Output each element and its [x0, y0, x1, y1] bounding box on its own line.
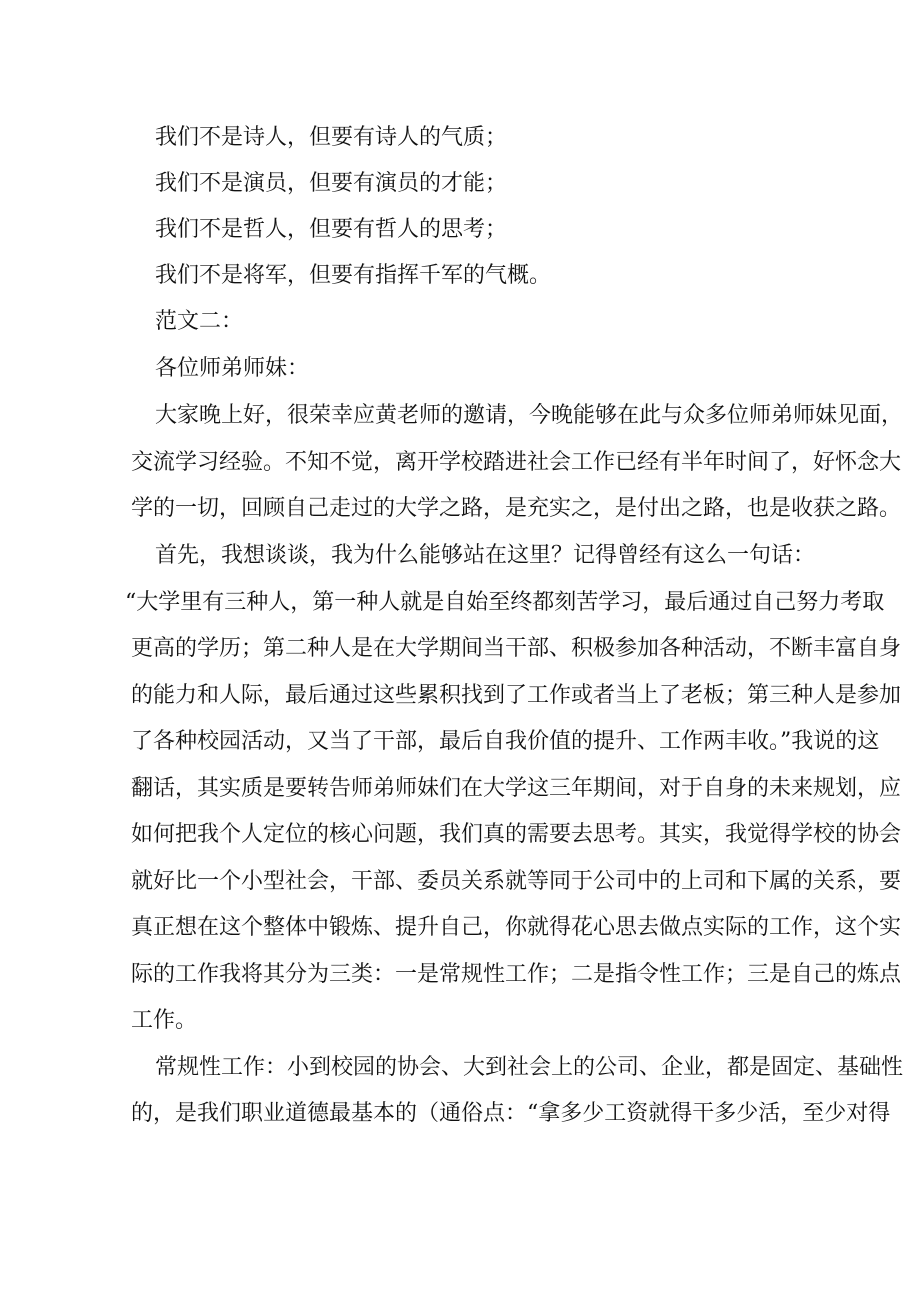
paragraph-line: 了各种校园活动，又当了干部，最后自我价值的提升、工作两丰收。”我说的这: [131, 729, 880, 754]
paragraph-line: 大家晚上好，很荣幸应黄老师的邀请，今晚能够在此与众多位师弟师妹见面，: [155, 403, 904, 428]
poem-line-philosopher: 我们不是哲人，但要有哲人的思考；: [155, 217, 508, 242]
paragraph-line: 学的一切，回顾自己走过的大学之路，是充实之，是付出之路，也是收获之路。: [131, 496, 902, 521]
poem-line-poet: 我们不是诗人，但要有诗人的气质；: [155, 125, 508, 150]
paragraph-line: 常规性工作：小到校园的协会、大到社会上的公司、企业，都是固定、基础性: [155, 1055, 904, 1080]
paragraph-line: 更高的学历；第二种人是在大学期间当干部、积极参加各种活动，不断丰富自身: [131, 636, 902, 661]
paragraph-line: 的，是我们职业道德最基本的（通俗点：“拿多少工资就得干多少活，至少对得: [131, 1101, 891, 1126]
section-heading: 范文二：: [155, 309, 244, 334]
paragraph-line: 就好比一个小型社会，干部、委员关系就等同于公司中的上司和下属的关系，要: [131, 869, 902, 894]
paragraph-line: “大学里有三种人，第一种人就是自始至终都刻苦学习，最后通过自己努力考取: [125, 590, 885, 615]
paragraph-line: 如何把我个人定位的核心问题，我们真的需要去思考。其实，我觉得学校的协会: [131, 822, 902, 847]
paragraph-line: 工作。: [131, 1008, 198, 1033]
paragraph-line: 际的工作我将其分为三类：一是常规性工作；二是指令性工作；三是自己的炼点: [131, 962, 902, 987]
paragraph-line: 首先，我想谈谈，我为什么能够站在这里？记得曾经有这么一句话：: [155, 543, 816, 568]
paragraph-line: 翻话，其实质是要转告师弟师妹们在大学这三年期间，对于自身的未来规划，应: [131, 776, 902, 801]
paragraph-line: 的能力和人际，最后通过这些累积找到了工作或者当上了老板；第三种人是参加: [131, 683, 902, 708]
salutation: 各位师弟师妹：: [155, 356, 310, 381]
poem-line-actor: 我们不是演员，但要有演员的才能；: [155, 171, 508, 196]
paragraph-line: 交流学习经验。不知不觉，离开学校踏进社会工作已经有半年时间了，好怀念大: [131, 450, 902, 475]
paragraph-line: 真正想在这个整体中锻炼、提升自己，你就得花心思去做点实际的工作，这个实: [131, 915, 902, 940]
poem-line-general: 我们不是将军，但要有指挥千军的气概。: [155, 263, 552, 288]
